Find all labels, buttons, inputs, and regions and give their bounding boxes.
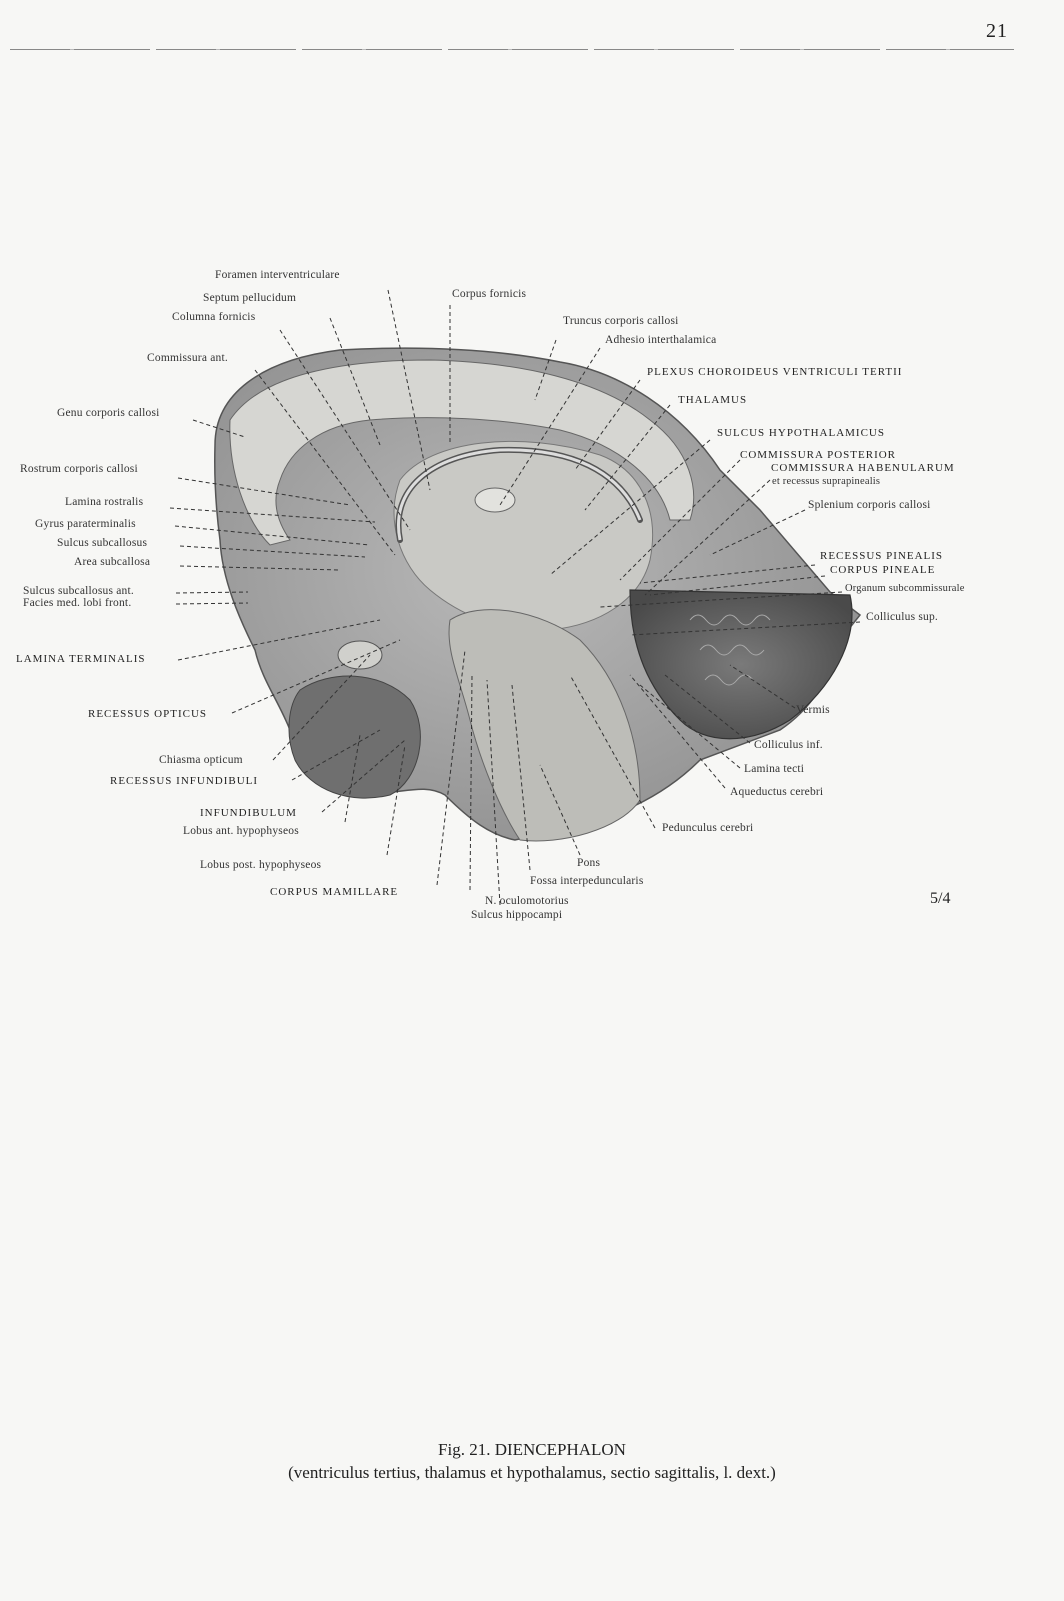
label-lamina-terminalis: LAMINA TERMINALIS [16,653,146,665]
label-adhesio-interthalamica: Adhesio interthalamica [605,334,717,346]
label-foramen-interventriculare: Foramen interventriculare [215,269,340,281]
label-septum-pellucidum: Septum pellucidum [203,292,297,304]
label-recessus-infundibuli: RECESSUS INFUNDIBULI [110,775,259,787]
label-corpus-fornicis: Corpus fornicis [452,288,527,300]
label-lamina-tecti: Lamina tecti [744,763,805,775]
label-recessus-suprapinealis: et recessus suprapinealis [772,476,881,487]
label-infundibulum: INFUNDIBULUM [200,807,297,819]
label-sulcus-subcallosus: Sulcus subcallosus [57,537,148,549]
label-colliculus-sup: Colliculus sup. [866,611,939,623]
label-lamina-rostralis: Lamina rostralis [65,496,144,508]
label-corpus-mamillare: CORPUS MAMILLARE [270,886,399,898]
label-lobus-post-hypophyseos: Lobus post. hypophyseos [200,859,322,871]
hypophysis-region-shape [289,676,420,798]
label-genu-corporis-callosi: Genu corporis callosi [57,407,160,419]
label-vermis: Vermis [796,704,830,716]
label-pedunculus-cerebri: Pedunculus cerebri [662,822,754,834]
label-rostrum-corporis-callosi: Rostrum corporis callosi [20,463,138,475]
label-commissura-posterior: COMMISSURA POSTERIOR [740,449,897,461]
label-fossa-interpeduncularis: Fossa interpeduncularis [530,875,644,887]
label-recessus-pinealis: RECESSUS PINEALIS [820,550,944,562]
label-n-oculomotorius: N. oculomotorius [485,895,569,907]
label-sulcus-hippocampi: Sulcus hippocampi [471,909,563,921]
label-recessus-opticus: RECESSUS OPTICUS [88,708,208,720]
label-commissura-ant: Commissura ant. [147,352,228,364]
label-organum-subcommissurale: Organum subcommissurale [845,583,965,594]
label-area-subcallosa: Area subcallosa [74,556,151,568]
label-truncus-corporis-callosi: Truncus corporis callosi [563,315,679,327]
label-aqueductus-cerebri: Aqueductus cerebri [730,786,824,798]
label-splenium-corporis-callosi: Splenium corporis callosi [808,499,931,511]
label-sulcus-hypothalamicus: SULCUS HYPOTHALAMICUS [717,427,885,439]
caption-subtitle: (ventriculus tertius, thalamus et hypothalamus, sectio sagittalis, l. dext.) [288,1463,776,1482]
label-thalamus: THALAMUS [678,394,748,406]
label-pons: Pons [577,857,601,869]
label-chiasma-opticum: Chiasma opticum [159,754,243,766]
label-lobus-ant-hypophyseos: Lobus ant. hypophyseos [183,825,299,837]
label-corpus-pineale: CORPUS PINEALE [830,564,936,576]
caption-title: Fig. 21. DIENCEPHALON [438,1440,626,1459]
label-colliculus-inf: Colliculus inf. [754,739,823,751]
label-gyrus-paraterminalis: Gyrus paraterminalis [35,518,136,530]
label-plexus-choroideus: PLEXUS CHOROIDEUS VENTRICULI TERTII [647,366,903,378]
label-columna-fornicis: Columna fornicis [172,311,256,323]
label-facies-med-lobi-front: Facies med. lobi front. [23,597,132,609]
page-number: 21 [986,20,1008,42]
scale-ratio: 5/4 [930,890,951,907]
figure-caption [0,1438,1064,1484]
label-sulcus-subcallosus-ant: Sulcus subcallosus ant. [23,585,134,597]
chiasma-shape [338,641,382,669]
label-commissura-habenularum: COMMISSURA HABENULARUM [771,462,955,474]
